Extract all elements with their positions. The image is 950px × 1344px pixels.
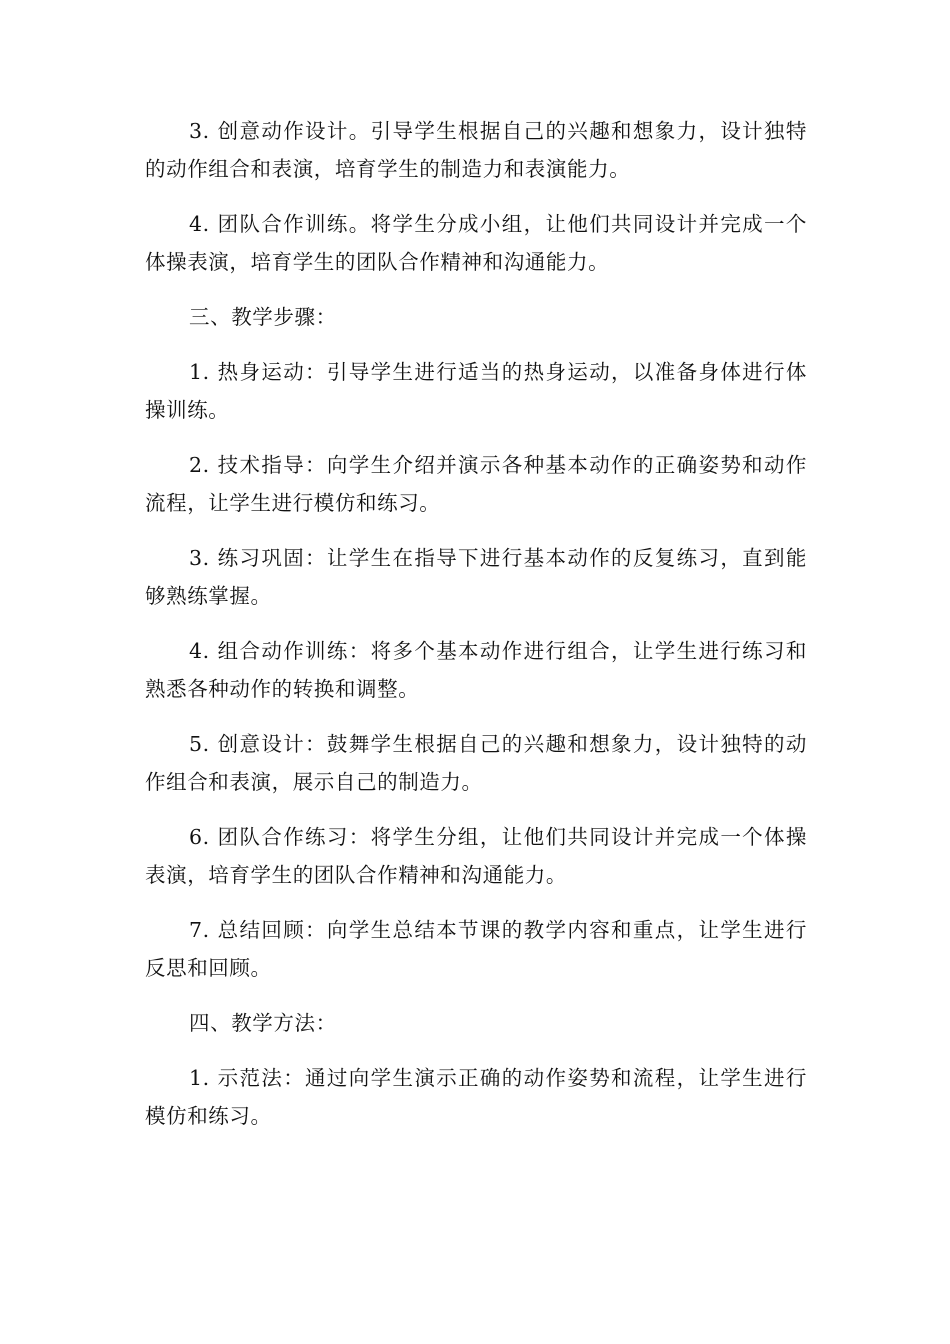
paragraph-creative-design: 5. 创意设计：鼓舞学生根据自己的兴趣和想象力，设计独特的动作组合和表演，展示自己的制造力。 [145,732,807,794]
paragraph-demonstration-method: 1. 示范法：通过向学生演示正确的动作姿势和流程，让学生进行模仿和练习。 [145,1066,807,1128]
paragraph-team-cooperation-training: 4. 团队合作训练。将学生分成小组，让他们共同设计并完成一个体操表演，培育学生的团队合作精神和沟通能力。 [145,212,807,274]
section-heading-teaching-steps: 三、教学步骤： [189,305,337,329]
paragraph-warm-up: 1. 热身运动：引导学生进行适当的热身运动，以准备身体进行体操训练。 [145,360,807,422]
paragraph-summary-review: 7. 总结回顾：向学生总结本节课的教学内容和重点，让学生进行反思和回顾。 [145,918,807,980]
paragraph-team-practice: 6. 团队合作练习：将学生分组，让他们共同设计并完成一个体操表演，培育学生的团队合作精神和沟通能力。 [145,825,807,887]
paragraph-practice-consolidation: 3. 练习巩固：让学生在指导下进行基本动作的反复练习，直到能够熟练掌握。 [145,546,807,608]
section-heading-teaching-methods: 四、教学方法： [189,1011,337,1035]
document-body [145,112,807,1152]
paragraph-technical-guidance: 2. 技术指导：向学生介绍并演示各种基本动作的正确姿势和动作流程，让学生进行模仿和练习。 [145,453,807,515]
paragraph-combination-training: 4. 组合动作训练：将多个基本动作进行组合，让学生进行练习和熟悉各种动作的转换和调整。 [145,639,807,701]
paragraph-creative-movement-design: 3. 创意动作设计。引导学生根据自己的兴趣和想象力，设计独特的动作组合和表演，培育学生的制造力和表演能力。 [145,119,807,181]
